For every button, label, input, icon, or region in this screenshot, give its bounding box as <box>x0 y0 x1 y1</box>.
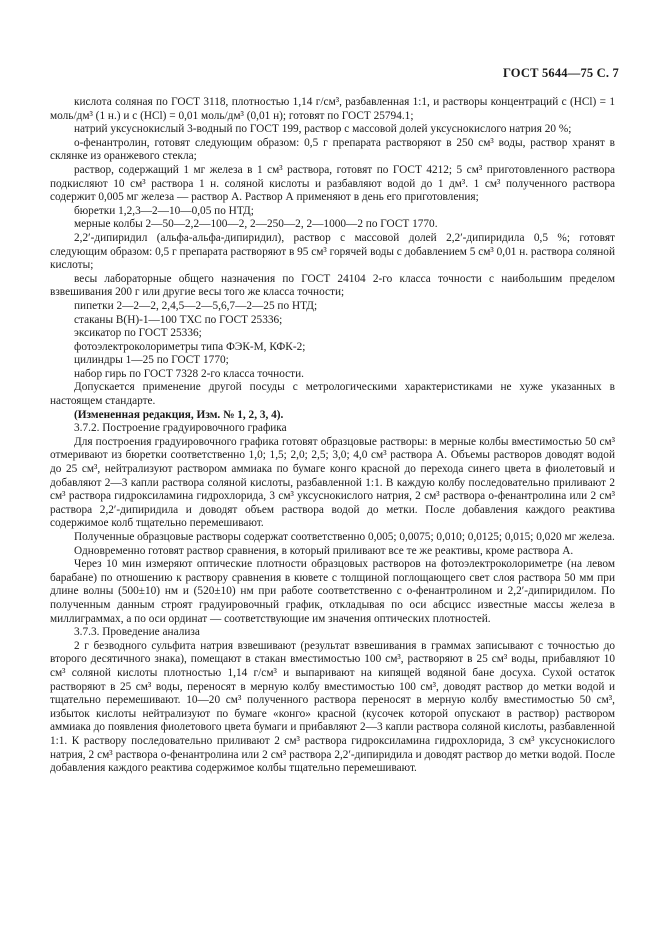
paragraph: цилиндры 1—25 по ГОСТ 1770; <box>74 354 229 367</box>
paragraph: эксикатор по ГОСТ 25336; <box>74 327 202 340</box>
paragraph: мерные колбы 2—50—2,2—100—2, 2—250—2, 2—1000—2 по ГОСТ 1770. <box>74 218 438 231</box>
paragraph: натрий уксуснокислый 3-водный по ГОСТ 199, раствор с массовой долей уксуснокислого натрия 20 %; <box>74 123 572 136</box>
paragraph: Одновременно готовят раствор сравнения, в который приливают все те же реактивы, кроме раствора А. <box>74 544 574 557</box>
page-header: ГОСТ 5644—75 С. 7 <box>502 66 619 80</box>
paragraph: весы лабораторные общего назначения по ГОСТ 24104 2-го класса точности с наибольшим пределом взвешивания 200 г или другие весы того же класса точности; <box>50 272 615 299</box>
paragraph: Допускается применение другой посуды с метрологическими характеристиками не хуже указанных в настоящем стандарте. <box>50 381 615 408</box>
paragraph: бюретки 1,2,3—2—10—0,05 по НТД; <box>74 204 254 217</box>
paragraph: 2,2′-дипиридил (альфа-альфа-дипиридил), раствор с массовой долей 2,2′-дипиридила 0,5 %; готовят следующим образом: 0,5 г препарата растворяют в 95 см³ горячей воды с добавлением 5 см³ 0,01 н. раствора соляной кислоты; <box>50 231 615 272</box>
paragraph: кислота соляная по ГОСТ 3118, плотностью 1,14 г/см³, разбавленная 1:1, и растворы концентраций c (HCl) = 1 моль/дм³ (1 н.) и c (HCl) = 0,01 моль/дм³ (0,01 н); готовят по ГОСТ 25794.1; <box>50 96 615 122</box>
section-heading: 3.7.3. Проведение анализа <box>74 626 200 639</box>
paragraph: пипетки 2—2—2, 2,4,5—2—5,6,7—2—25 по НТД; <box>74 299 318 312</box>
paragraph: набор гирь по ГОСТ 7328 2-го класса точности. <box>74 367 304 380</box>
paragraph: раствор, содержащий 1 мг железа в 1 см³ раствора, готовят по ГОСТ 4212; 5 см³ приготовленного раствора подкисляют 10 см³ раствора 1 н. соляной кислоты и разбавляют водой до 1 дм³. 1 см³ полученного раствора содержит 0,005 мг железа — раствор А. Раствор А применяют в день его приготовления; <box>50 163 615 204</box>
paragraph: Для построения градуировочного графика готовят образцовые растворы: в мерные колбы вместимостью 50 см³ отмеривают из бюретки соответственно 1,0; 1,5; 2,0; 2,5; 3,0; 4,0 см³ раствора А. Объемы растворов доводят водой до 25 см³, нейтрализуют раствором аммиака по бумаге конго красной до перехода синего цвета в фиолетовый и добавляют 2—3 капли раствора соляной кислоты, разбавленной 1:1. В каждую колбу последовательно приливают 2 см³ раствора гидроксиламина гидрохлорида, 3 см³ уксуснокислого натрия, 2 см³ раствора о-фенантролина или 2 см³ раствора 2,2′-дипиридила и доводят объем раствора водой до метки. После добавления каждого реактива содержимое колб тщательно перемешивают. <box>50 435 615 530</box>
paragraph: о-фенантролин, готовят следующим образом: 0,5 г препарата растворяют в 250 см³ воды, раствор хранят в склянке из оранжевого стекла; <box>50 136 615 163</box>
paragraph: Через 10 мин измеряют оптические плотности образцовых растворов на фотоэлектроколориметре (на левом барабане) по отношению к раствору сравнения в кювете с толщиной поглощающего свет слоя раствора 50 мм при длине волны (500±10) нм и (520±10) нм при работе соответственно с о-фенантролином и 2,2′-дипиридилом. По полученным данным строят градуировочный график, откладывая по оси абсцисс известные массы железа в миллиграммах, а по оси ординат — соответствующие им значения оптических плотностей. <box>50 558 615 625</box>
paragraph: фотоэлектроколориметры типа ФЭК-М, КФК-2; <box>74 340 306 353</box>
amendment-note: (Измененная редакция, Изм. № 1, 2, 3, 4). <box>74 408 284 421</box>
paragraph: Полученные образцовые растворы содержат соответственно 0,005; 0,0075; 0,010; 0,0125; 0,015; 0,020 мг железа. <box>74 531 615 543</box>
section-heading: 3.7.2. Построение градуировочного графика <box>74 422 287 435</box>
paragraph: стаканы В(Н)-1—100 ТХС по ГОСТ 25336; <box>74 313 283 326</box>
paragraph: 2 г безводного сульфита натрия взвешивают (результат взвешивания в граммах записывают с точностью до второго десятичного знака), помещают в стакан вместимостью 100 см³, растворяют в 25 см³ воды, прибавляют 10 см³ соляной кислоты плотностью 1,14 г/см³ и выпаривают на кипящей водяной бане досуха. Сухой остаток растворяют в 25 см³ воды, переносят в мерную колбу вместимостью 100 см³, доводят раствор до метки водой и тщательно перемешивают. 10—20 см³ полученного раствора переносят в мерную колбу вместимостью 50 см³, избыток кислоты нейтрализуют по бумаге «конго» красной (кусочек которой опускают в раствор) раствором аммиака до появления фиолетового цвета бумаги и прибавляют 2—3 капли раствора соляной кислоты, разбавленной 1:1. К раствору последовательно приливают 2 см³ раствора гидроксиламина гидрохлорида, 3 см³ уксуснокислого натрия, 2 см³ раствора о-фенантролина или 2 см³ раствора 2,2′-дипиридила и доводят раствор до метки водой. После добавления каждого реактива содержимое колбы тщательно перемешивают. <box>50 639 615 775</box>
document-body <box>50 96 615 776</box>
